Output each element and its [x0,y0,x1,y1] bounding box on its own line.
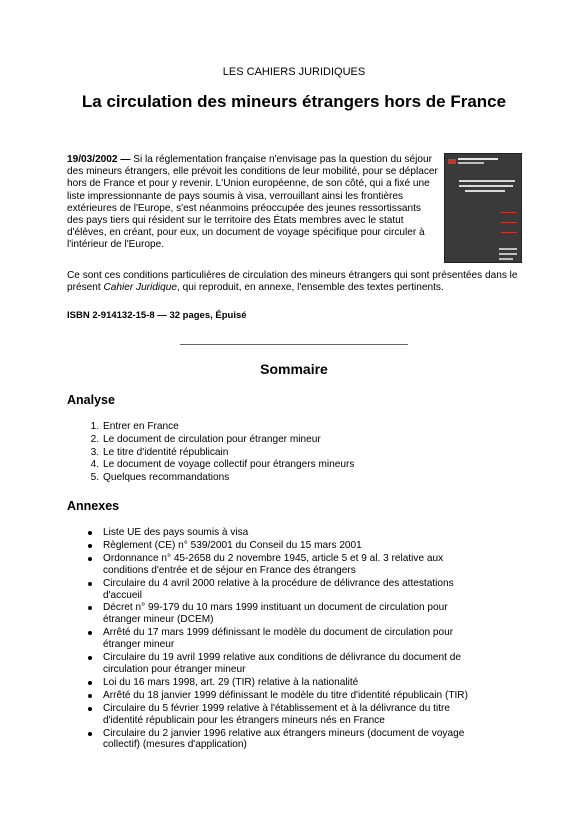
analyse-item-number: 5. [90,472,99,484]
cover-title-line [459,180,515,182]
annexe-item-label: Décret n° 99-179 du 10 mars 1999 instituant un document de circulation pour étranger mineur (DCEM) [103,602,448,626]
bullet-icon [88,544,92,548]
annexe-item-label: Arrêté du 18 janvier 1999 définissant le modèle du titre d'identité républicain (TIR) [103,689,468,701]
annexe-item-label: Circulaire du 2 janvier 1996 relative aux étrangers mineurs (document de voyage collectif) (mesures d'application) [103,727,465,751]
annexe-item-label: Arrêté du 17 mars 1999 définissant le modèle du document de circulation pour étranger mineur [103,627,454,651]
cover-footer-line [499,258,513,260]
bullet-icon [88,656,92,660]
cover-series-line [458,162,484,164]
annexe-item [85,553,485,577]
cover-title-line [459,185,513,187]
analyse-item [85,459,525,472]
analyse-item [85,434,525,447]
analyse-item-label: Entrer en France [103,421,179,432]
cover-footer-line [499,248,517,250]
isbn-info: ISBN 2-914132-15-8 — 32 pages, Épuisé [67,310,247,321]
book-cover-image[interactable] [444,153,522,263]
analyse-item-label: Le document de voyage collectif pour étrangers mineurs [103,459,355,471]
page-title: La circulation des mineurs étrangers hors de France [81,92,507,111]
bullet-icon [88,606,92,610]
cover-publisher-mark [448,159,456,164]
annexes-list [85,527,485,752]
summary-text-end: , qui reproduit, en annexe, l'ensemble des textes pertinents. [177,282,444,294]
cover-series-line [458,158,498,160]
annexe-item-label: Circulaire du 4 avril 2000 relative à la procédure de délivrance des attestations d'accueil [103,577,454,601]
analyse-heading: Analyse [67,393,115,407]
analyse-item-number: 2. [90,433,99,445]
bullet-icon [88,531,92,535]
annexes-heading: Annexes [67,499,120,513]
analyse-item-number: 3. [90,446,99,458]
analyse-list [85,421,525,485]
annexe-item [85,677,485,689]
annexe-item-label: Ordonnance n° 45-2658 du 2 novembre 1945, article 5 et 9 al. 3 relative aux conditions d'entrée et de séjour en France des étrangers [103,552,444,576]
bullet-icon [88,732,92,736]
bullet-icon [88,681,92,685]
annexe-item-label: Règlement (CE) n° 539/2001 du Conseil du 15 mars 2001 [103,539,362,551]
summary-text-start: Ce sont ces conditions particulières de circulation des mineurs étrangers qui sont présentées dans le présent [67,270,518,294]
annexe-item [85,703,485,727]
analyse-item-label: Quelques recommandations [103,472,230,484]
annexe-item [85,540,485,552]
cover-title-line [465,190,505,192]
intro-text: Si la réglementation française n'envisage pas la question du séjour des mineurs étrangers, elle prévoit les conditions de leur mobilité, pour se déplacer hors de France et pour y revenir. L'Union européenne, de son côté, qui a fixé une liste impressionnante de pays soumis à visa, verrouillant ainsi les frontières extérieures de l'Europe, s'est néanmoins préoccupée des jeunes ressortissants des pays tiers qui résident sur le territoire des États membres avec le statut d'élèves, en créant, pour eux, un document de voyage spécifique pour circuler à l'intérieur de l'Europe. [67,154,438,251]
analyse-item-label: Le titre d'identité républicain [103,446,229,458]
analyse-item [85,421,525,434]
cover-footer-line [499,253,517,255]
annexe-item [85,652,485,676]
analyse-item [85,447,525,460]
section-divider [180,344,408,345]
analyse-item-label: Le document de circulation pour étranger mineur [103,433,321,445]
bullet-icon [88,707,92,711]
annexe-item-label: Circulaire du 5 février 1999 relative à l'établissement et à la délivrance du titre d'identité républicain pour les étrangers mineurs nés en France [103,702,450,726]
cover-accent-line [501,212,517,213]
cahier-juridique-title: Cahier Juridique [103,282,177,294]
annexe-item-label: Liste UE des pays soumis à visa [103,527,249,538]
annexe-item [85,578,485,602]
annexe-item [85,728,485,752]
annexe-item-label: Loi du 16 mars 1998, art. 29 (TIR) relative à la nationalité [103,676,359,688]
summary-paragraph [67,270,527,294]
annexe-item [85,527,485,539]
cover-accent-line [501,232,517,233]
bullet-icon [88,631,92,635]
intro-paragraph [67,154,439,252]
series-title: LES CAHIERS JURIDIQUES [222,66,366,78]
annexe-item [85,627,485,651]
analyse-item [85,472,525,485]
bullet-icon [88,582,92,586]
bullet-icon [88,694,92,698]
analyse-item-number: 1. [90,421,99,432]
annexe-item [85,602,485,626]
annexe-item-label: Circulaire du 19 avril 1999 relative aux conditions de délivrance du document de circulation pour étranger mineur [103,652,461,675]
publication-date: 19/03/2002 — [67,154,131,165]
annexe-item [85,690,485,702]
bullet-icon [88,557,92,561]
cover-accent-line [501,222,517,223]
analyse-item-number: 4. [90,459,99,471]
sommaire-heading: Sommaire [260,361,328,377]
